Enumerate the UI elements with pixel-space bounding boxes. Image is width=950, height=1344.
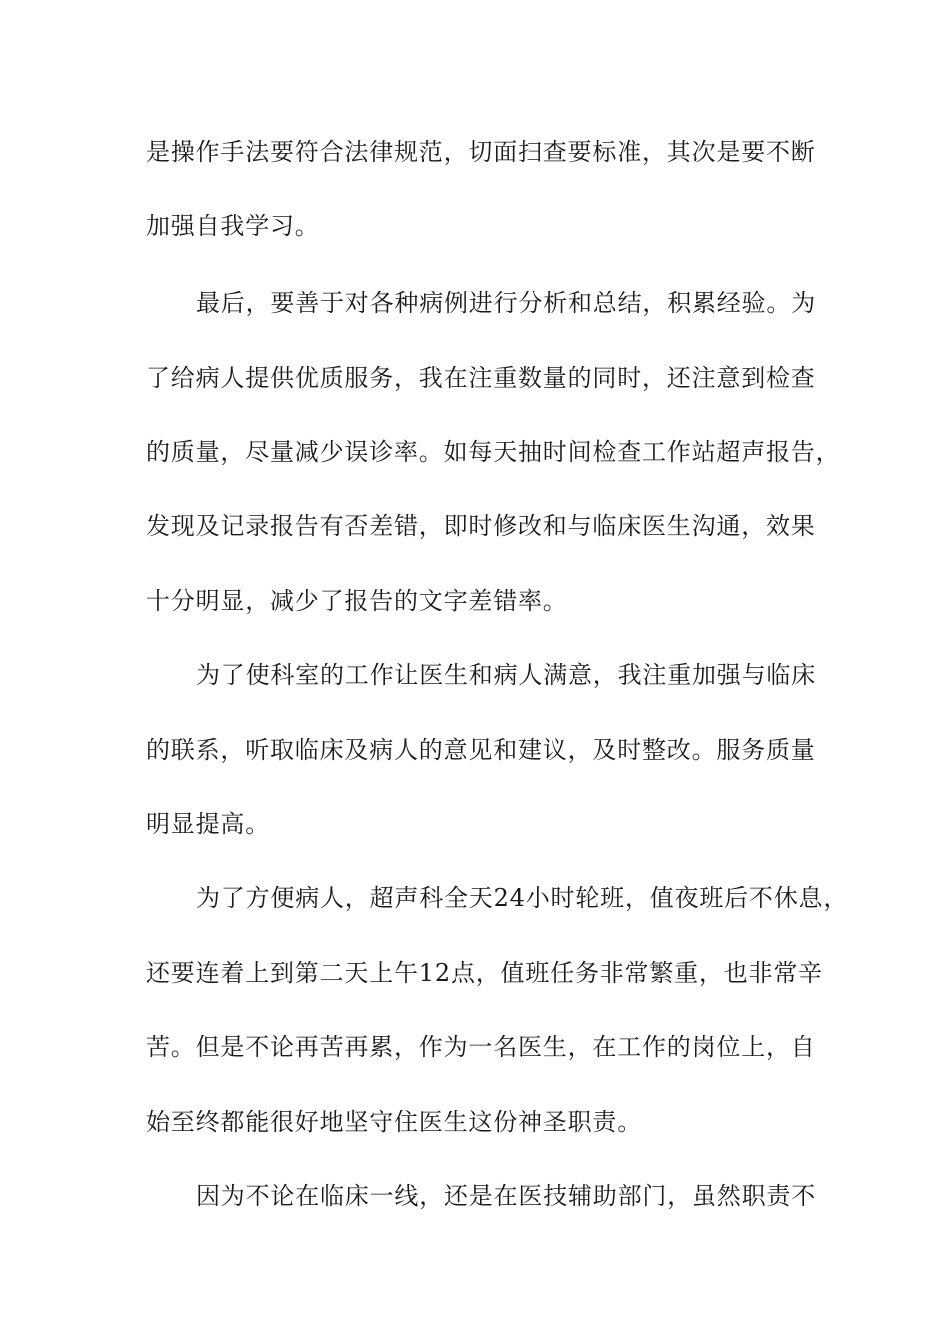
paragraph-start-line: 最后，要善于对各种病例进行分析和总结，积累经验。为 xyxy=(196,289,816,317)
text-line-9: 的联系，听取临床及病人的意见和建议，及时整改。服务质量 xyxy=(146,736,816,764)
text-line-2: 加强自我学习。 xyxy=(146,212,320,240)
text-line-6: 发现及记录报告有否差错，即时修改和与临床医生沟通，效果 xyxy=(146,512,816,540)
text-line-4: 了给病人提供优质服务，我在注重数量的同时，还注意到检查 xyxy=(146,364,816,392)
text-line-12: 还要连着上到第二天上午12点，值班任务非常繁重，也非常辛 xyxy=(146,959,823,987)
paragraph-start-line: 为了方便病人，超声科全天24小时轮班，值夜班后不休息， xyxy=(196,884,849,912)
text-line-5: 的质量，尽量减少误诊率。如每天抽时间检查工作站超声报告， xyxy=(146,438,841,466)
text-line-10: 明显提高。 xyxy=(146,810,270,838)
paragraph-start-line: 为了使科室的工作让医生和病人满意，我注重加强与临床 xyxy=(196,661,816,689)
text-line-13: 苦。但是不论再苦再累，作为一名医生，在工作的岗位上，自 xyxy=(146,1033,816,1061)
text-line-14: 始至终都能很好地坚守住医生这份神圣职责。 xyxy=(146,1108,642,1136)
paragraph-start-line: 因为不论在临床一线，还是在医技辅助部门，虽然职责不 xyxy=(196,1182,816,1210)
text-line-7: 十分明显，减少了报告的文字差错率。 xyxy=(146,587,568,615)
text-line-1: 是操作手法要符合法律规范，切面扫查要标准，其次是要不断 xyxy=(146,138,816,166)
